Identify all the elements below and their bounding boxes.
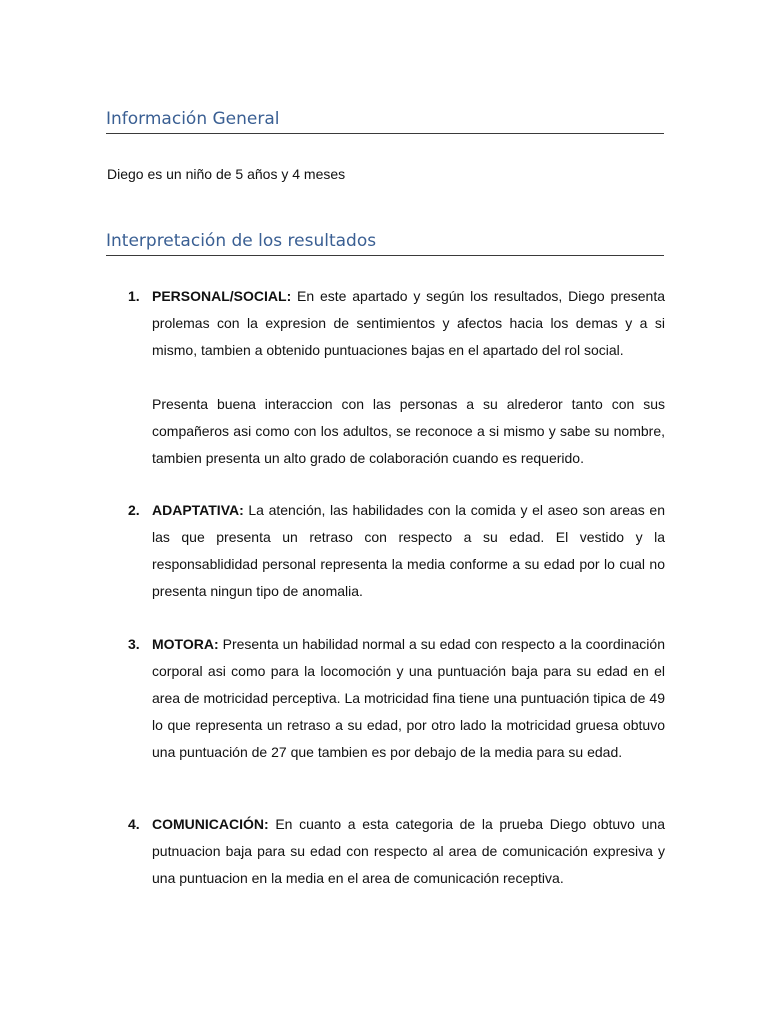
list-number: 4.	[128, 816, 140, 832]
list-number: 2.	[128, 502, 140, 518]
category-label: PERSONAL/SOCIAL:	[152, 288, 292, 304]
list-paragraph	[152, 497, 665, 605]
section-title-results: Interpretación de los resultados	[106, 230, 664, 256]
list-paragraph	[152, 283, 665, 364]
list-paragraph	[152, 811, 665, 892]
category-label: COMUNICACIÓN:	[152, 816, 269, 832]
category-text: En cuanto a esta categoria de la prueba Diego obtuvo una putnuacion baja para su edad con respecto al area de comunicación expresiva y una puntuacion en la media en el area de comunicación receptiva.	[152, 816, 665, 886]
category-label: ADAPTATIVA:	[152, 502, 244, 518]
category-text: La atención, las habilidades con la comida y el aseo son areas en las que presenta un retraso con respecto a su edad. El vestido y la responsablididad personal representa la media conforme a su edad por lo cual no presenta ningun tipo de anomalia.	[152, 502, 665, 599]
section-title-general: Información General	[106, 108, 664, 134]
general-info-text: Diego es un niño de 5 años y 4 meses	[107, 166, 346, 182]
category-text: Presenta un habilidad normal a su edad con respecto a la coordinación corporal asi como para la locomoción y una puntuación baja para su edad en el area de motricidad perceptiva. La motricidad fina tiene una puntuación tipica de 49 lo que representa un retraso a su edad, por otro lado la motricidad gruesa obtuvo una puntuación de 27 que tambien es por debajo de la media para su edad.	[152, 636, 665, 760]
category-text: En este apartado y según los resultados, Diego presenta prolemas con la expresion de sentimientos y afectos hacia los demas y a si mismo, tambien a obtenido puntuaciones bajas en el apartado del rol social.	[152, 288, 665, 358]
list-number: 1.	[128, 288, 140, 304]
list-paragraph-continued: Presenta buena interaccion con las personas a su alrederor tanto con sus compañeros asi como con los adultos, se reconoce a si mismo y sabe su nombre, tambien presenta un alto grado de colaboración cuando es requerido.	[152, 396, 665, 466]
list-paragraph	[152, 631, 665, 766]
list-number: 3.	[128, 636, 140, 652]
category-label: MOTORA:	[152, 636, 219, 652]
